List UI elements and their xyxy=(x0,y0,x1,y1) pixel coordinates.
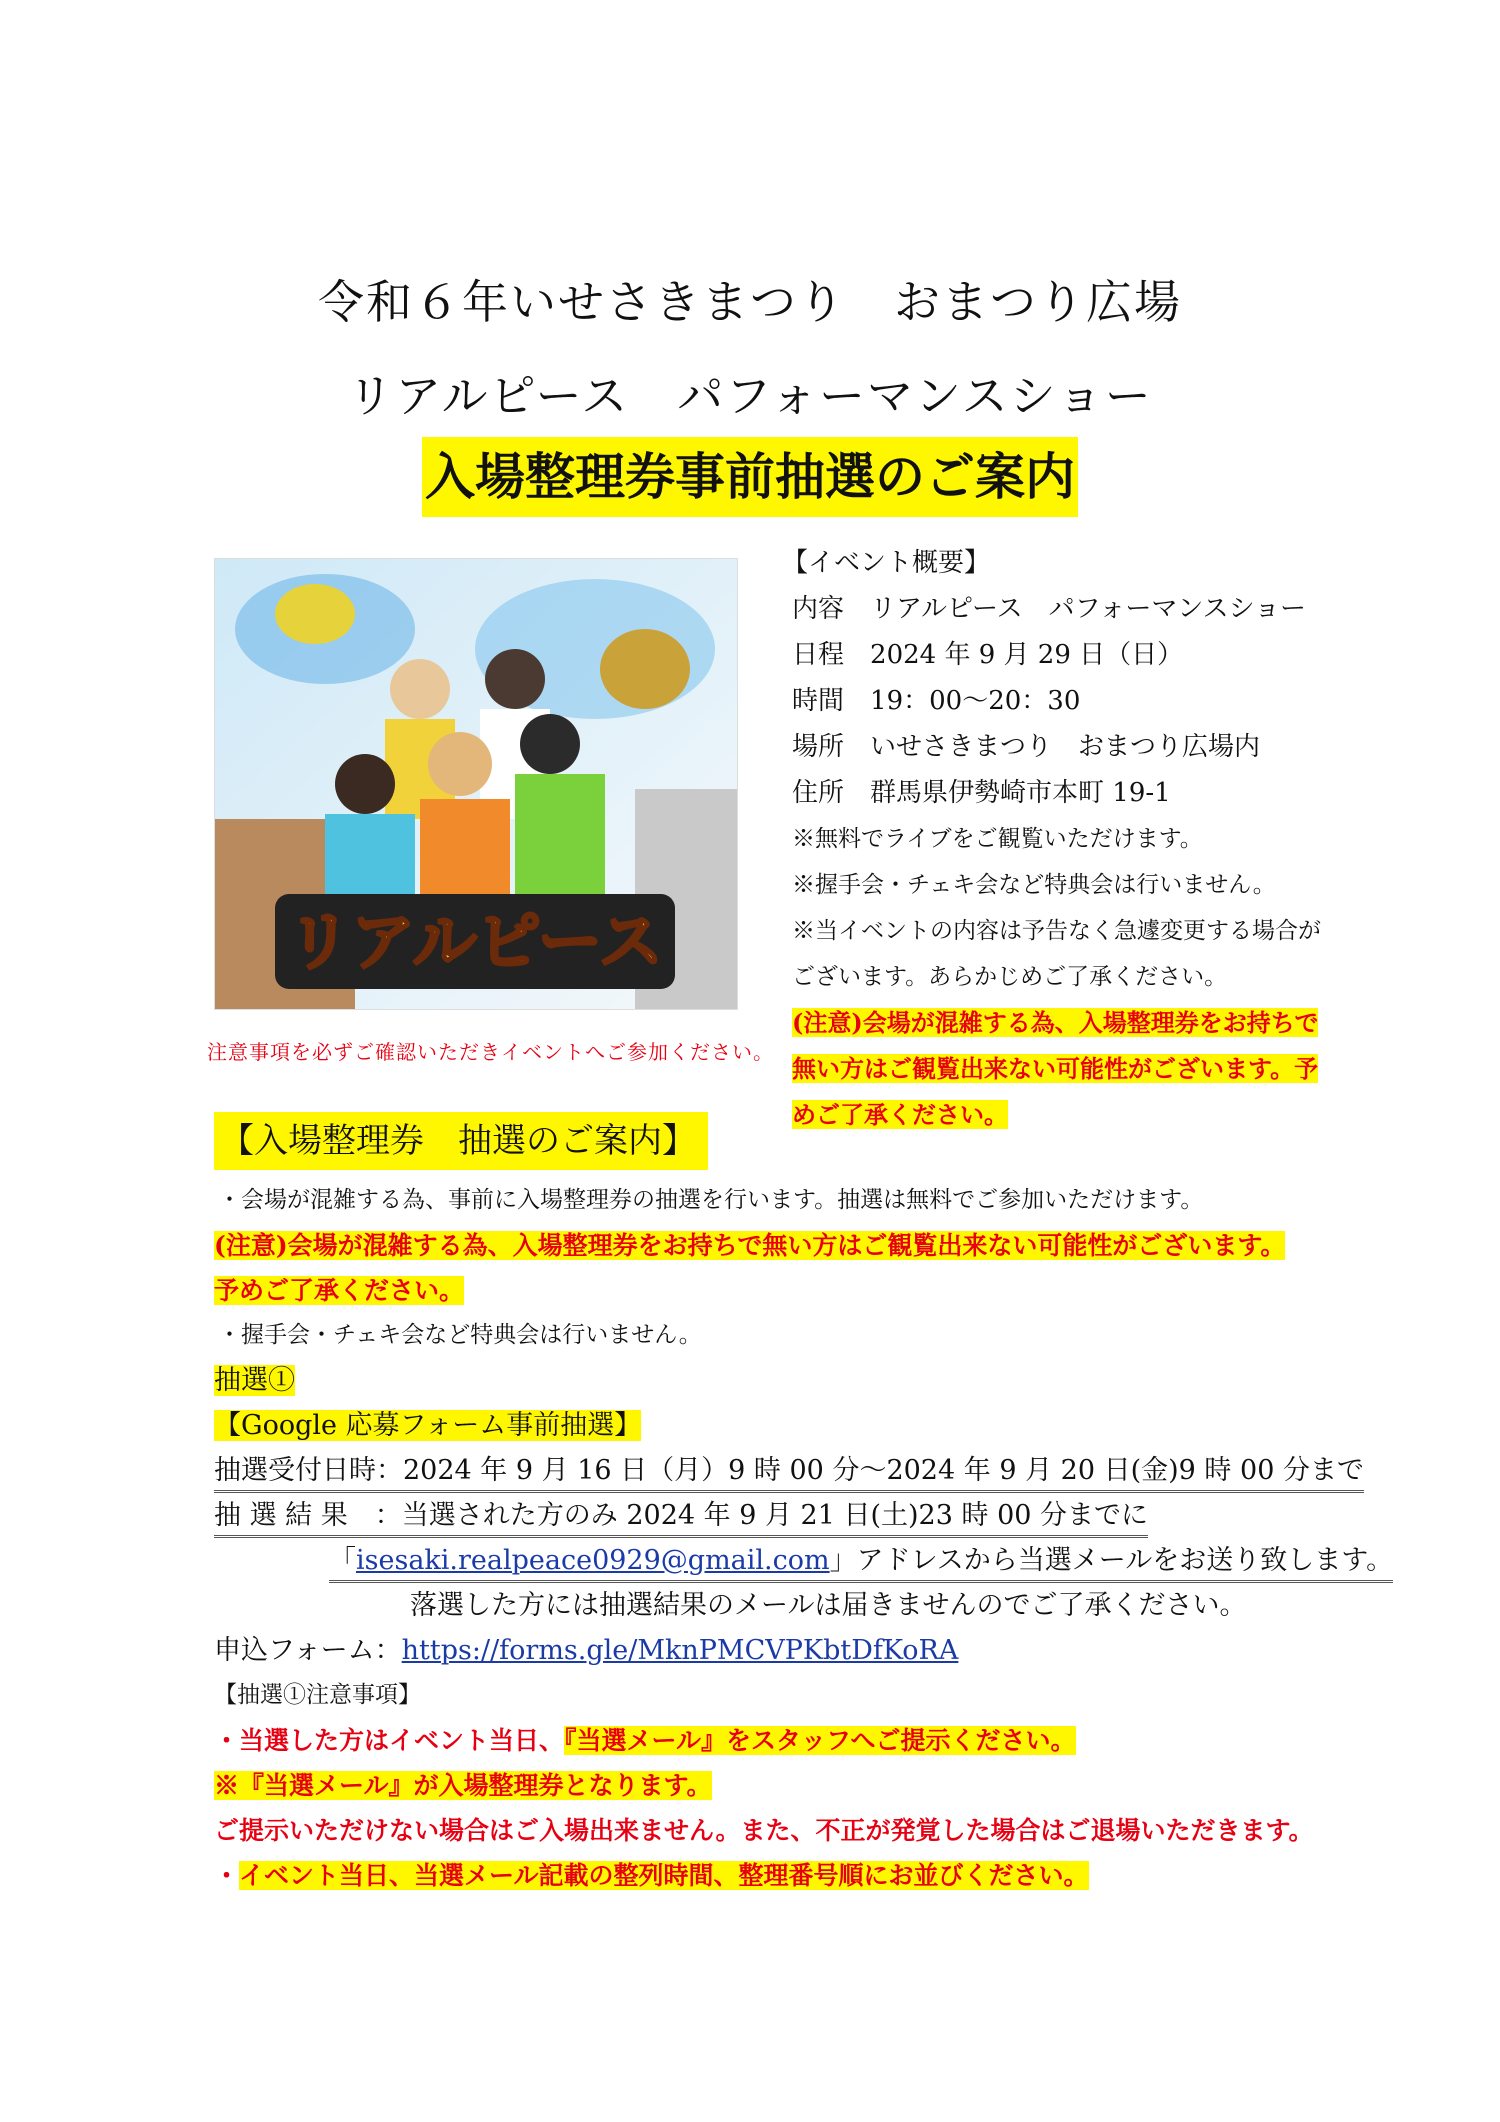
event-note: ※当イベントの内容は予告なく急遽変更する場合が xyxy=(792,918,1321,944)
note4-highlight: イベント当日、当選メール記載の整列時間、整理番号順にお並びください。 xyxy=(239,1861,1089,1890)
event-row xyxy=(782,586,1342,632)
event-overview xyxy=(782,540,1342,1138)
no-mail-note: 落選した方には抽選結果のメールは届きませんのでご了承ください。 xyxy=(410,1590,1247,1621)
note1-highlight: 『当選メール』をスタッフへご提示ください。 xyxy=(564,1726,1076,1755)
event-warning-line: めご了承ください。 xyxy=(792,1100,1008,1129)
event-warning-line: (注意)会場が混雑する為、入場整理券をお持ちで xyxy=(792,1008,1319,1037)
lottery-warning-line1 xyxy=(214,1223,1324,1268)
lottery-intro: ・会場が混雑する為、事前に入場整理券の抽選を行います。抽選は無料でご参加いただけます。 xyxy=(218,1187,1204,1213)
note3: ご提示いただけない場合はご入場出来ません。また、不正が発覚した場合はご退場いただきます。 xyxy=(214,1816,1314,1845)
page-title-line2: リアルピース パフォーマンスショー xyxy=(347,369,1153,423)
email-link[interactable]: isesaki.realpeace0929@gmail.com xyxy=(356,1545,830,1576)
event-row-value: いせさきまつり おまつり広場内 xyxy=(870,732,1261,762)
form-url-row xyxy=(214,1628,1324,1673)
email-suffix: 」アドレスから当選メールをお送り致します。 xyxy=(829,1545,1394,1576)
page-title-highlight: 入場整理券事前抽選のご案内 xyxy=(422,437,1078,517)
result-label: 抽 選 結 果 xyxy=(214,1500,348,1531)
note4 xyxy=(214,1853,1324,1898)
event-row-label: 住所 xyxy=(792,778,845,808)
notes-heading: 【抽選①注意事項】 xyxy=(214,1682,421,1708)
note1 xyxy=(214,1718,1324,1763)
event-row-value: 2024 年 9 月 29 日（日） xyxy=(870,640,1184,670)
event-row-value: 19：00～20：30 xyxy=(870,686,1081,716)
event-warning-line: 無い方はご観覧出来ない可能性がございます。予 xyxy=(792,1054,1319,1083)
result-row xyxy=(214,1493,1324,1538)
page-title-line1: 令和６年いせさきまつり おまつり広場 xyxy=(318,275,1182,329)
note4-prefix: ・ xyxy=(214,1861,240,1890)
event-row-label: 内容 xyxy=(792,594,845,624)
event-warning xyxy=(782,1000,1342,1138)
event-note: ※無料でライブをご観覧いただけます。 xyxy=(792,826,1203,852)
group-photo xyxy=(214,558,738,1010)
draw-label: 抽選① xyxy=(214,1365,295,1396)
form-url-link[interactable]: https://forms.gle/MknPMCVPKbtDfKoRA xyxy=(401,1635,959,1666)
event-row xyxy=(782,632,1342,678)
note2-text: ※『当選メール』が入場整理券となります。 xyxy=(214,1771,712,1800)
event-row xyxy=(782,678,1342,724)
form-label: 【Google 応募フォーム事前抽選】 xyxy=(214,1410,642,1441)
lottery-warning-text: 予めご了承ください。 xyxy=(214,1276,465,1305)
event-row-label: 場所 xyxy=(792,732,845,762)
lottery-body xyxy=(214,1178,1394,1898)
lottery-warning-line2 xyxy=(214,1268,1324,1313)
lottery-heading: 【入場整理券 抽選のご案内】 xyxy=(214,1112,708,1170)
lottery-no-handshake: ・握手会・チェキ会など特典会は行いません。 xyxy=(218,1322,702,1348)
note2 xyxy=(214,1763,1324,1808)
event-row xyxy=(782,770,1342,816)
event-note: ※握手会・チェキ会など特典会は行いません。 xyxy=(792,872,1276,898)
draw-label-row xyxy=(214,1358,1324,1403)
group-logo-text: リアルピース xyxy=(287,906,663,980)
event-heading: 【イベント概要】 xyxy=(782,548,991,578)
event-row-label: 時間 xyxy=(792,686,845,716)
photo-caption: 注意事項を必ずご確認いただきイベントへご参加ください。 xyxy=(207,1040,774,1064)
period-row xyxy=(214,1448,1364,1493)
event-row-value: リアルピース パフォーマンスショー xyxy=(870,594,1307,624)
event-row-value: 群馬県伊勢崎市本町 19-1 xyxy=(870,778,1171,808)
lottery-warning-text: (注意)会場が混雑する為、入場整理券をお持ちで無い方はご観覧出来ない可能性がございます。 xyxy=(214,1231,1286,1260)
group-photo-illustration xyxy=(215,559,737,1009)
email-row xyxy=(214,1538,1394,1583)
form-url-label: 申込フォーム： xyxy=(214,1635,402,1666)
email-prefix: 「 xyxy=(329,1545,356,1576)
event-row-label: 日程 xyxy=(792,640,845,670)
form-label-row xyxy=(214,1403,1324,1448)
event-row xyxy=(782,724,1342,770)
lottery-period: 抽選受付日時：2024 年 9 月 16 日（月）9 時 00 分～2024 年 9 月 20 日(金)9 時 00 分まで xyxy=(214,1452,1364,1493)
event-note: ございます。あらかじめご了承ください。 xyxy=(792,964,1228,990)
result-text: ：当選された方のみ 2024 年 9 月 21 日(土)23 時 00 分までに xyxy=(374,1500,1149,1531)
note1-prefix: ・当選した方はイベント当日、 xyxy=(214,1726,565,1755)
